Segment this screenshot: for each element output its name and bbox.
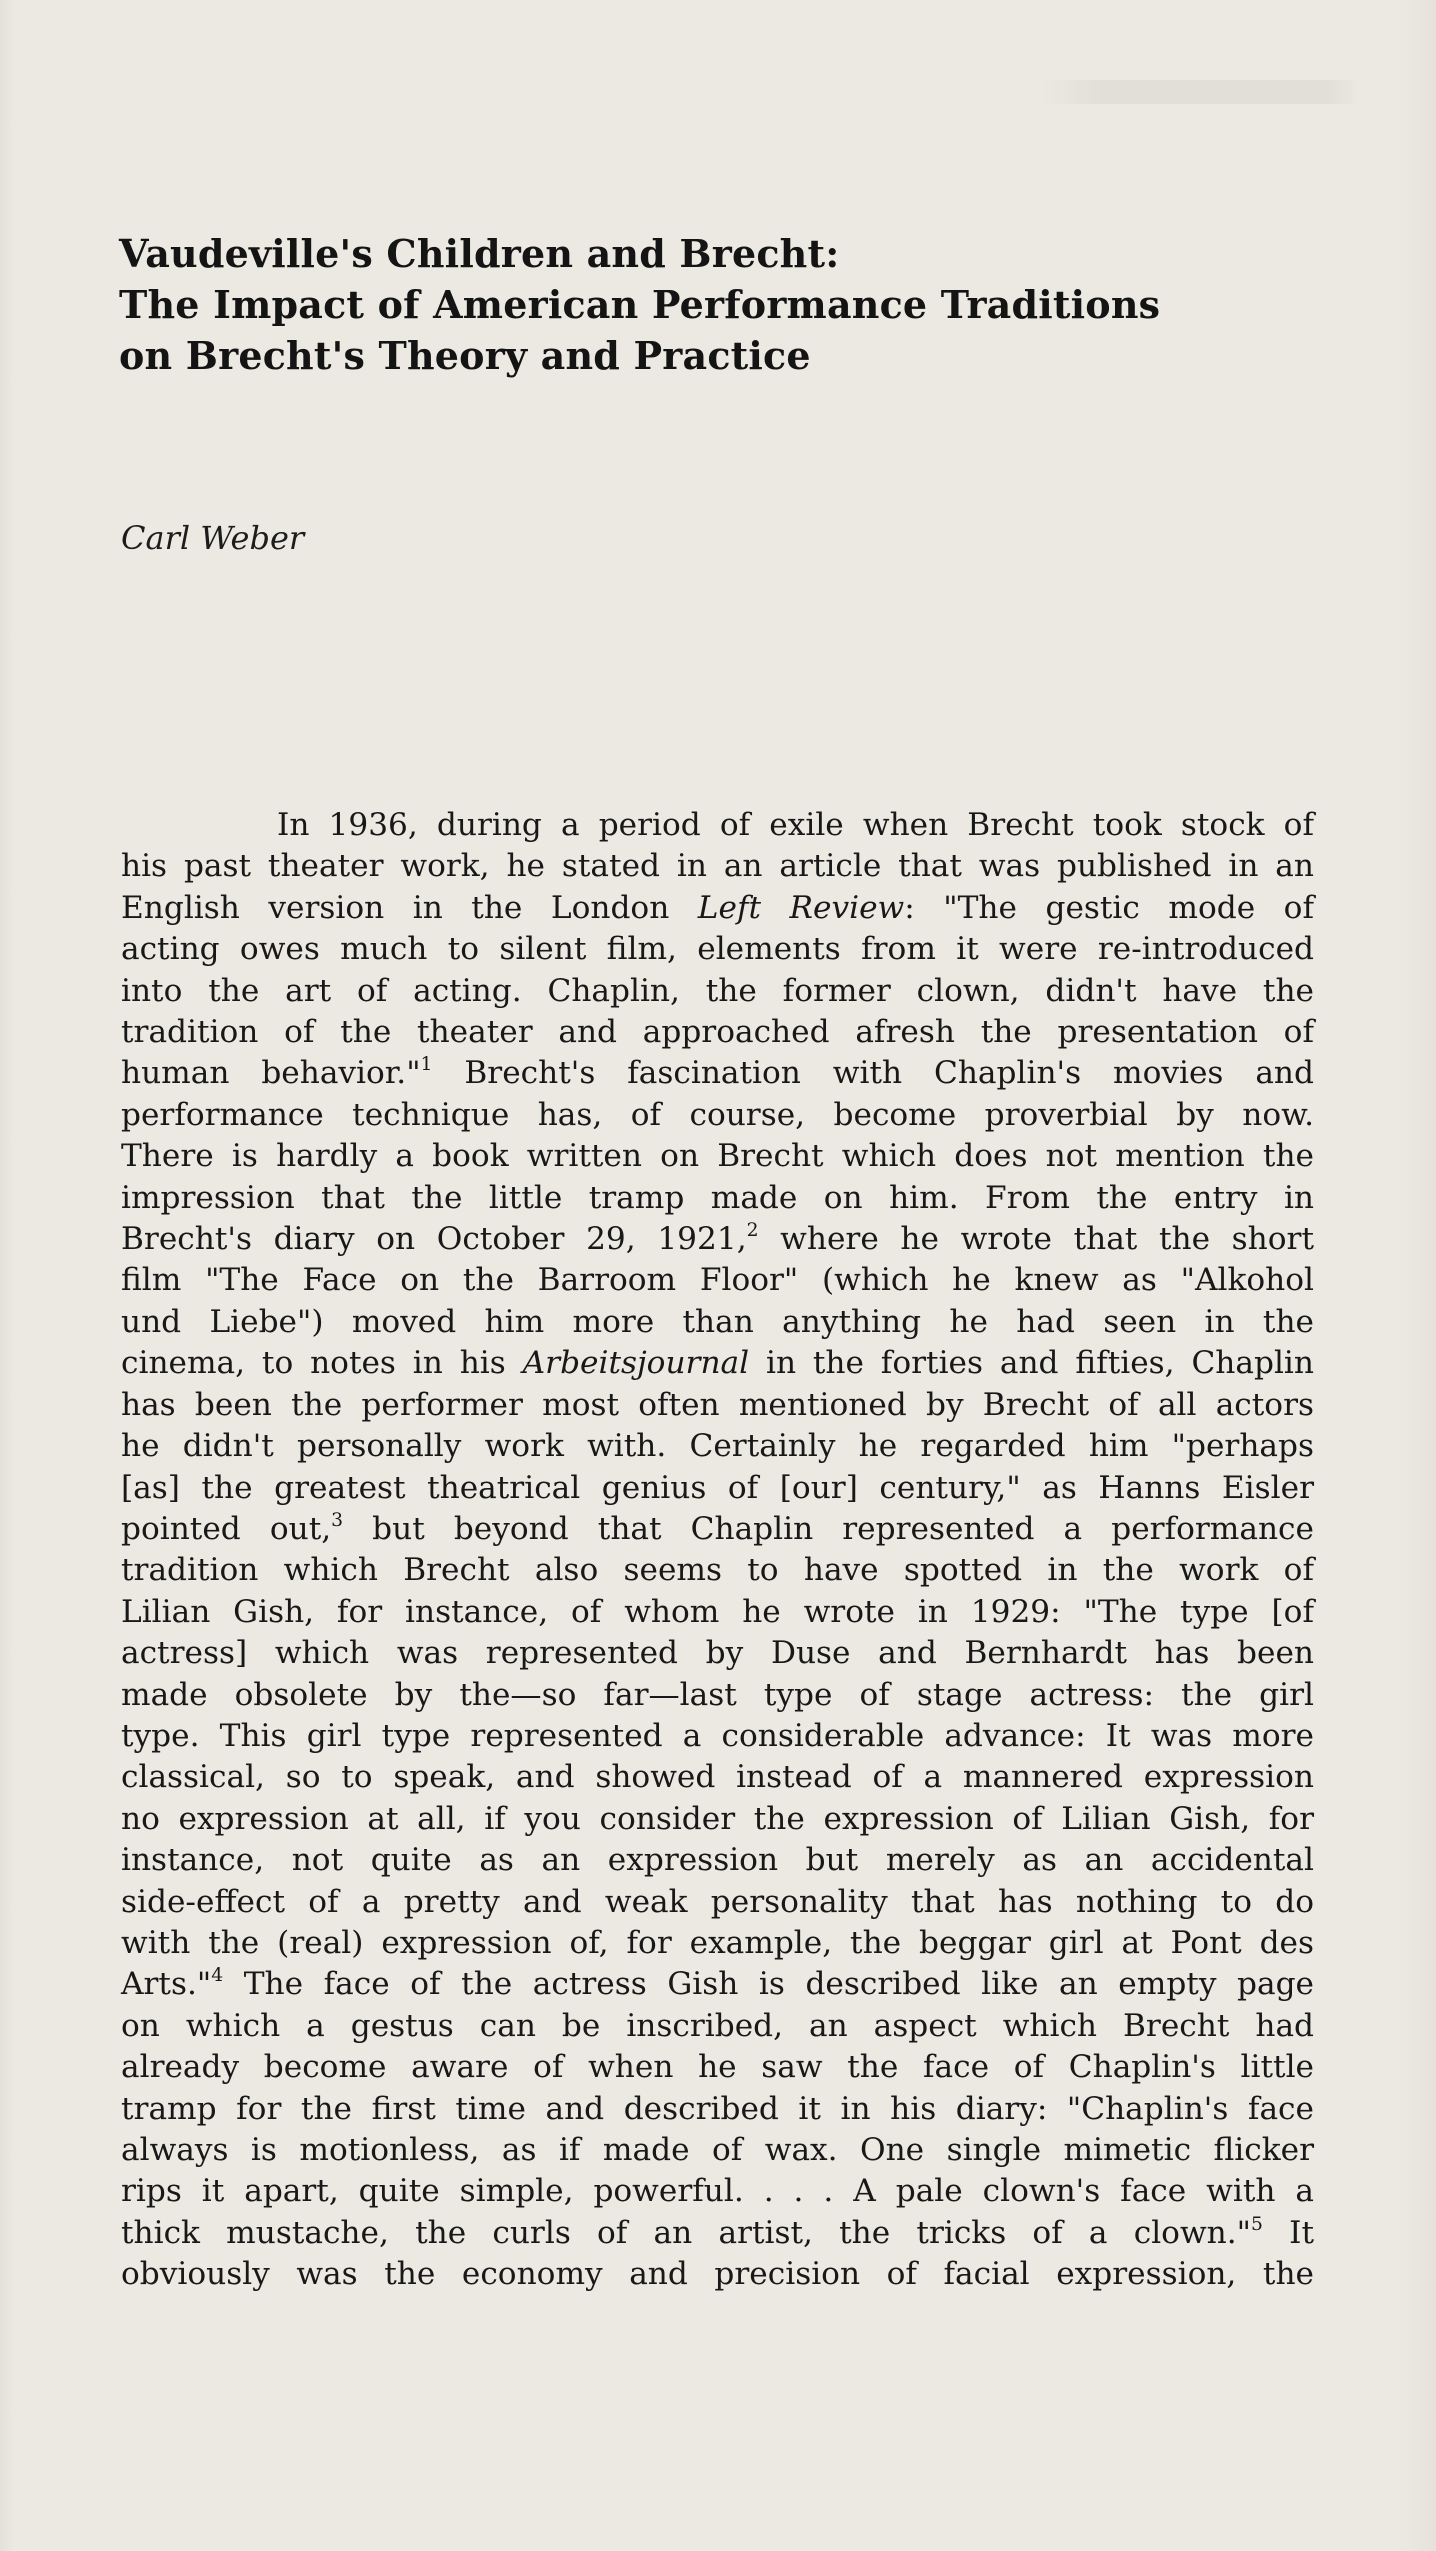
italic-title: Left Review bbox=[697, 889, 905, 926]
body-line: already become aware of when he saw the face of Chaplin's little bbox=[121, 2049, 1314, 2086]
body-line: classical, so to speak, and showed instead of a mannered expression bbox=[121, 1759, 1314, 1796]
footnote-marker[interactable]: 3 bbox=[331, 1509, 344, 1531]
body-line: tradition of the theater and approached afresh the presentation of bbox=[121, 1014, 1314, 1051]
body-line: always is motionless, as if made of wax. One single mimetic flicker bbox=[121, 2132, 1314, 2168]
body-line: tramp for the first time and described it in his diary: "Chaplin's face bbox=[121, 2090, 1314, 2127]
body-line: actress] which was represented by Duse and Bernhardt has been bbox=[121, 1635, 1314, 1672]
body-line: into the art of acting. Chaplin, the former clown, didn't have the bbox=[121, 972, 1314, 1009]
article-title bbox=[119, 228, 1339, 381]
body-line: There is hardly a book written on Brecht which does not mention the bbox=[121, 1138, 1314, 1175]
body-line: side-effect of a pretty and weak personality that has nothing to do bbox=[121, 1883, 1314, 1920]
body-text bbox=[121, 805, 1314, 2296]
body-line: acting owes much to silent film, elements from it were re-introduced bbox=[121, 931, 1314, 968]
body-line: [as] the greatest theatrical genius of [our] century," as Hanns Eisler bbox=[121, 1469, 1314, 1506]
body-line: on which a gestus can be inscribed, an aspect which Brecht had bbox=[121, 2007, 1314, 2044]
body-line: performance technique has, of course, become proverbial by now. bbox=[121, 1096, 1314, 1133]
body-line: Brecht's diary on October 29, 1921,$^2$ where he wrote that the short bbox=[121, 1219, 1314, 1258]
body-line: with the (real) expression of, for example, the beggar girl at Pont des bbox=[121, 1924, 1314, 1961]
body-line: und Liebe") moved him more than anything he had seen in the bbox=[121, 1303, 1314, 1340]
body-line: English version in the London Left Review: "The gestic mode of bbox=[121, 889, 1314, 926]
footnote-marker[interactable]: 2 bbox=[746, 1219, 759, 1241]
body-line: human behavior."$^1$ Brecht's fascination with Chaplin's movies and bbox=[121, 1054, 1314, 1092]
body-line: thick mustache, the curls of an artist, the tricks of a clown."$^5$ It bbox=[121, 2213, 1314, 2251]
body-line: cinema, to notes in his Arbeitsjournal in the forties and fifties, Chaplin bbox=[121, 1345, 1314, 1382]
bleed-through-header bbox=[1040, 80, 1360, 104]
italic-title: Arbeitsjournal bbox=[522, 1345, 750, 1382]
body-line: Arts."$^4$ The face of the actress Gish is described like an empty page bbox=[121, 1965, 1314, 2003]
body-line: rips it apart, quite simple, powerful. . . . A pale clown's face with a bbox=[121, 2173, 1314, 2210]
body-line: instance, not quite as an expression but merely as an accidental bbox=[121, 1842, 1314, 1879]
body-line: pointed out,$^3$ but beyond that Chaplin represented a performance bbox=[121, 1509, 1314, 1547]
title-line: Vaudeville's Children and Brecht: bbox=[119, 231, 840, 276]
author-name: Carl Weber bbox=[121, 519, 305, 557]
body-line: his past theater work, he stated in an article that was published in an bbox=[121, 848, 1314, 885]
footnote-marker[interactable]: 4 bbox=[211, 1965, 224, 1987]
body-line: type. This girl type represented a considerable advance: It was more bbox=[121, 1717, 1314, 1754]
body-line: no expression at all, if you consider the expression of Lilian Gish, for bbox=[121, 1800, 1314, 1837]
title-line: The Impact of American Performance Traditions bbox=[119, 282, 1161, 327]
body-line: obviously was the economy and precision of facial expression, the bbox=[121, 2256, 1314, 2293]
body-line: In 1936, during a period of exile when Brecht took stock of bbox=[277, 807, 1314, 843]
footnote-marker[interactable]: 1 bbox=[420, 1054, 433, 1076]
body-line: tradition which Brecht also seems to have spotted in the work of bbox=[121, 1552, 1314, 1589]
body-line: has been the performer most often mentioned by Brecht of all actors bbox=[121, 1386, 1314, 1423]
body-line: made obsolete by the—so far—last type of stage actress: the girl bbox=[121, 1676, 1314, 1713]
body-line: Lilian Gish, for instance, of whom he wrote in 1929: "The type [of bbox=[121, 1593, 1314, 1630]
body-line: impression that the little tramp made on him. From the entry in bbox=[121, 1179, 1314, 1216]
title-line: on Brecht's Theory and Practice bbox=[119, 333, 811, 378]
body-line: film "The Face on the Barroom Floor" (which he knew as "Alkohol bbox=[121, 1262, 1314, 1299]
footnote-marker[interactable]: 5 bbox=[1251, 2213, 1263, 2235]
body-line: he didn't personally work with. Certainly he regarded him "perhaps bbox=[121, 1428, 1314, 1465]
